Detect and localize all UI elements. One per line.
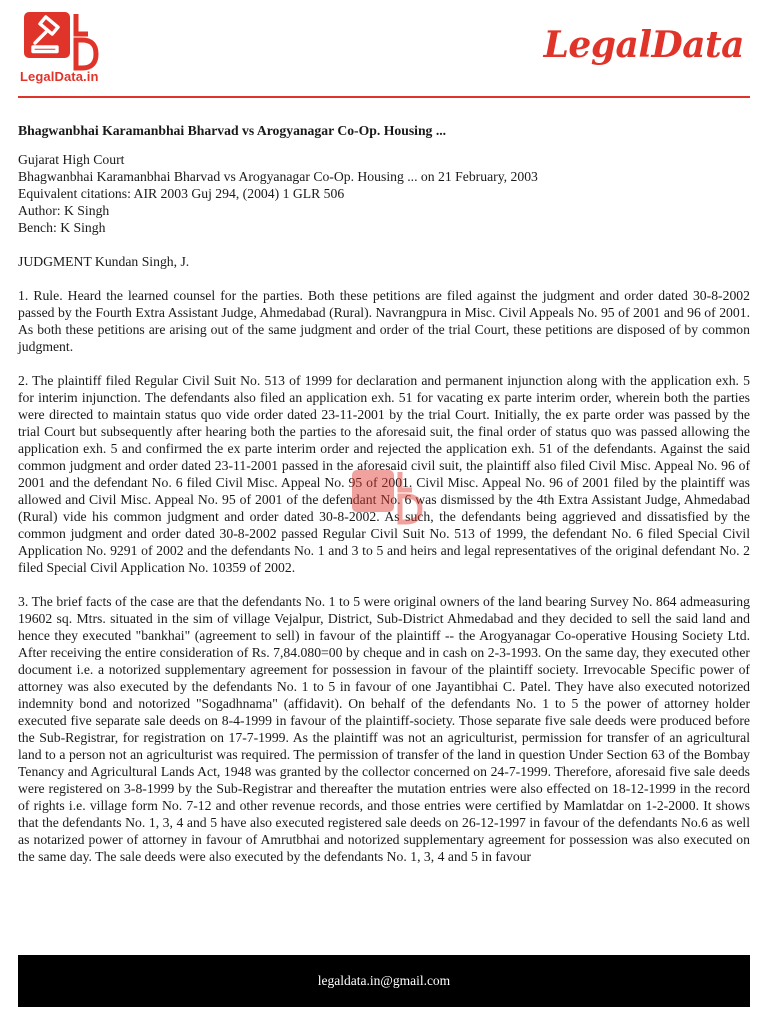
brand-wordmark[interactable]: LegalData (543, 24, 744, 66)
page-footer (18, 955, 750, 1007)
footer-email-link[interactable]: legaldata.in@gmail.com (317, 973, 451, 988)
gavel-logo-icon (24, 12, 112, 72)
court-name: Gujarat High Court (18, 152, 125, 167)
logo-caption: LegalData.in (20, 69, 99, 84)
header-divider (18, 96, 750, 98)
paragraph-2: 2. The plaintiff filed Regular Civil Suit No. 513 of 1999 for declaration and permanent injunction along with the application exh. 5 for interim injunction. The defendants also filed an application exh. 51 for vacating ex parte interim order, wherein both the parties were directed to maintain status quo vide order dated 23-11-2001 by the trial Court. Initially, the ex parte order was passed by the trial Court but subsequently after hearing both the parties to the aforesaid suit, the final order of status quo was passed allowing the application exh. 5 and confirmed the ex parte interim order and rejected the application exh. 51 of the defendants. Against the said common judgment and order dated 23-11-2001 passed in the aforesaid civil suit, the plaintiff also filed Civil Misc. Appeal No. 96 of 2001 and the defendant No. 6 filed Civil Misc. Appeal No. 95 of 2001. Civil Misc. Appeal No. 96 of 2001 filed by the plaintiff was allowed and Civil Misc. Appeal No. 95 of 2001 of the defendant No. 6 was dismissed by the 4th Extra Assistant Judge, Ahmedabad (Rural) vide his common judgment and order dated 30-8-2002. As such, the defendants being aggrieved and dissatisfied by the common judgment and order dated 30-8-2002 passed Regular Civil Suit No. 513 of 1999, the defendant No. 6 filed Special Civil Application No. 9291 of 2002 and the defendants No. 1 and 3 to 5 and heirs and legal representatives of the original defendant No. 2 filed Special Civil Application No. 10359 of 2002. (18, 373, 750, 575)
document-title: Bhagwanbhai Karamanbhai Bharvad vs Arogyanagar Co-Op. Housing ... (18, 123, 447, 138)
author: Author: K Singh (18, 203, 110, 218)
case-line: Bhagwanbhai Karamanbhai Bharvad vs Arogyanagar Co-Op. Housing ... on 21 February, 2003 (18, 169, 538, 184)
case-metadata (18, 151, 750, 236)
page-header (0, 0, 768, 92)
legaldata-logo[interactable] (20, 12, 110, 86)
judgment-heading: JUDGMENT Kundan Singh, J. (18, 254, 190, 269)
paragraph-3: 3. The brief facts of the case are that the defendants No. 1 to 5 were original owners of the land bearing Survey No. 864 admeasuring 19602 sq. Mtrs. situated in the sim of village Vejalpur, District, Sub-District Ahmedabad and they decided to sell the said land and hence they executed "bankhai" (agreement to sell) in favour of the plaintiff -- the Arogyanagar Co-operative Housing Society Ltd. After receiving the entire consideration of Rs. 7,84.080=00 by cheque and in cash on 2-3-1993. On the same day, they executed other document i.e. a notorized supplementary agreement for possession in favour of the plaintiff society. Irrevocable Specific power of attorney was also executed by the defendants No. 1 to 5 in favour of one Jayantibhai C. Patel. They have also executed notorized indemnity bond and notorized "Sogadhnama" (affidavit). On behalf of the defendants No. 1 to 5 the power of attorney holder executed five separate sale deeds on 8-4-1999 in favour of the plaintiff-society. Those separate five sale deeds were produced before the Sub-Registrar, for registration on 17-7-1999. As the plaintiff was not an agriculturist, permission for transfer of an agricultural land to a person not an agriculturist was required. The permission of transfer of the land in question Under Section 63 of the Bombay Tenancy and Agricultural Lands Act, 1948 was granted by the collector concerned on 24-7-1999. Therefore, aforesaid five sale deeds were registered on 3-8-1999 by the Sub-Registrar and thereafter the mutation entries were also effected on 18-12-1999 in the record of rights i.e. village form No. 7-12 and other revenue records, and those entries were certified by Mamlatdar on 1-2-2000. It shows that the defendants No. 1, 3, 4 and 5 have also executed registered sale deeds on 26-12-1997 in favour of the defendants No.6 as well as notarized power of attorney in favour of Amrutbhai and notorized supplementary agreement for possession was also executed on the same day. The sale deeds were also executed by the defendants No. 1, 3, 4 and 5 in favour (18, 594, 750, 864)
bench: Bench: K Singh (18, 220, 106, 235)
paragraph-1: 1. Rule. Heard the learned counsel for the parties. Both these petitions are filed against the judgment and order dated 30-8-2002 passed by the Fourth Extra Assistant Judge, Ahmedabad (Rural). Navrangpura in Misc. Civil Appeals No. 95 of 2001 and 96 of 2001. As both these petitions are arising out of the same judgment and order of the trial Court, these petitions are disposed of by common judgment. (18, 288, 750, 354)
document-body (18, 122, 750, 882)
citations: Equivalent citations: AIR 2003 Guj 294, (2004) 1 GLR 506 (18, 186, 345, 201)
